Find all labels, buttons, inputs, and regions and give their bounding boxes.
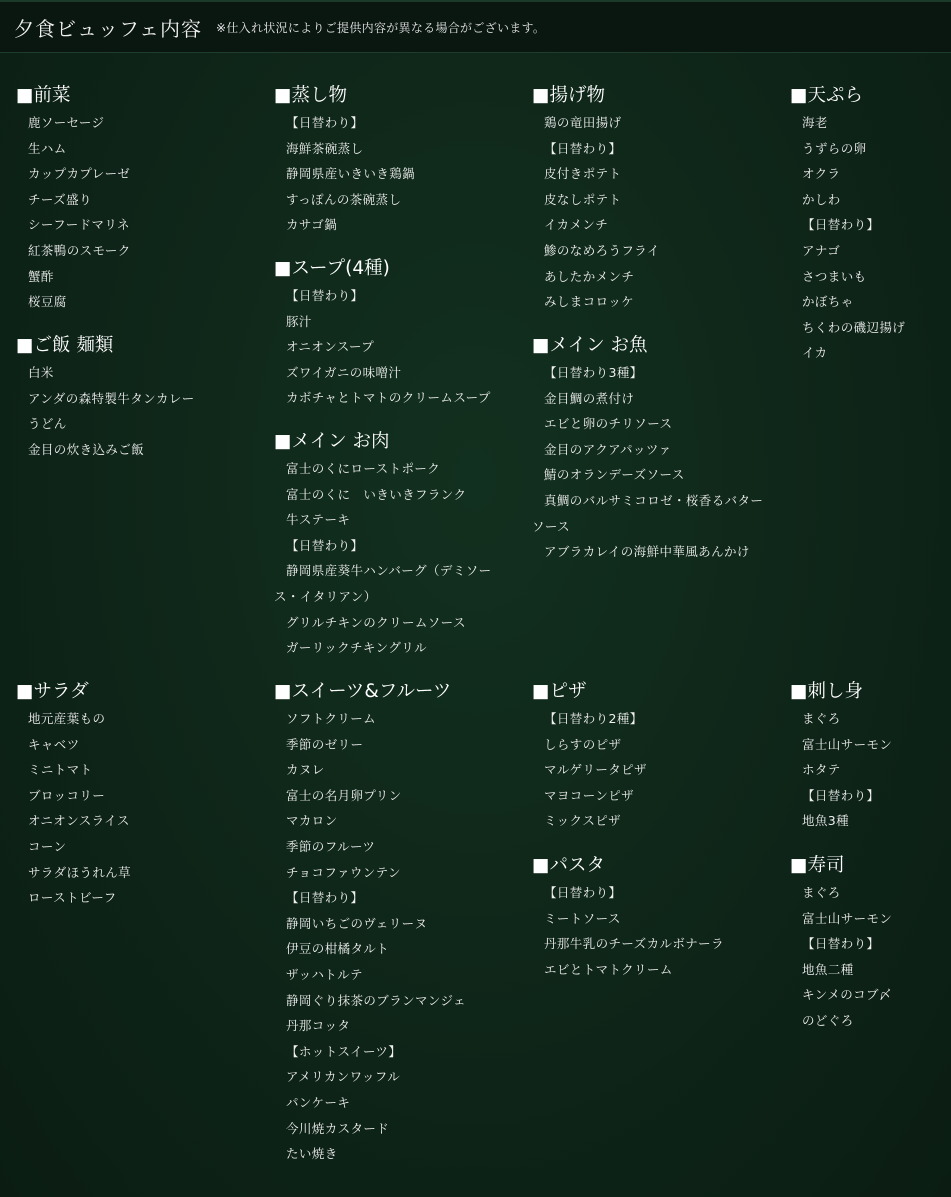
menu-list [274, 456, 524, 661]
list-item: チーズ盛り [28, 191, 92, 207]
section-title: ■蒸し物 [274, 85, 347, 106]
list-item: 蟹酢 [28, 268, 54, 284]
section-pasta [532, 852, 782, 982]
list-item: エビと卵のチリソース [544, 416, 673, 432]
list-item: 鯵のなめろうフライ [544, 242, 660, 258]
list-item: マヨコーンピザ [544, 787, 635, 803]
section-soup [274, 255, 524, 411]
list-item: まぐろ [802, 885, 841, 900]
list-item: 静岡いちごのヴェリーヌ [286, 915, 428, 931]
list-item: アナゴ [802, 242, 841, 258]
list-item: ザッハトルテ [286, 966, 363, 982]
list-item: ズワイガニの味噌汁 [286, 364, 402, 380]
menu-list [16, 706, 266, 911]
list-item: ミックスピザ [544, 813, 622, 829]
list-item: 牛ステーキ [286, 512, 351, 528]
list-item: のどぐろ [802, 1012, 854, 1028]
section-tempura [790, 82, 945, 366]
section-title: ■刺し身 [790, 681, 863, 702]
supply-notice: ※仕入れ状況によりご提供内容が異なる場合がございます。 [216, 20, 546, 35]
list-item: キンメのコブ〆 [802, 987, 892, 1003]
list-item: ミニトマト [28, 762, 93, 778]
section-pizza [532, 678, 782, 834]
list-item: ホタテ [802, 762, 841, 778]
list-item: 【日替わり2種】 [544, 711, 643, 726]
menu-list [532, 706, 782, 834]
list-item: ブロッコリー [28, 787, 106, 803]
list-item: オニオンスープ [286, 339, 375, 355]
list-item: ローストビーフ [28, 890, 117, 906]
list-item: 丹那コッタ [286, 1018, 351, 1034]
list-item: サラダほうれん草 [28, 864, 132, 880]
section-age [532, 82, 782, 315]
list-item: 豚汁 [286, 313, 312, 329]
menu-list [790, 706, 945, 834]
list-item: エビとトマトクリーム [544, 961, 673, 977]
section-mushi [274, 82, 524, 238]
list-item: 今川焼カスタード [286, 1120, 390, 1136]
list-item: 地魚3種 [802, 813, 850, 829]
section-title: ■メイン お肉 [274, 431, 390, 452]
list-item: キャベツ [28, 736, 80, 752]
list-item: 【ホットスイーツ】 [286, 1043, 402, 1059]
section-title: ■メイン お魚 [532, 335, 648, 356]
menu-list [790, 880, 945, 1034]
list-item: チョコファウンテン [286, 864, 401, 880]
list-item: 海老 [802, 115, 828, 130]
list-item: 海鮮茶碗蒸し [286, 140, 364, 156]
list-item: 富士のくにローストポーク [286, 461, 441, 476]
section-title: ■寿司 [790, 855, 845, 876]
list-item: オニオンスライス [28, 813, 130, 829]
section-title: ■前菜 [16, 85, 71, 106]
list-item [274, 558, 524, 609]
section-sweets [274, 678, 524, 1167]
list-item: 地魚二種 [802, 961, 854, 977]
section-sushi [790, 852, 945, 1034]
list-item: 【日替わり】 [802, 217, 880, 233]
list-item: 地元産葉もの [28, 711, 106, 726]
menu-list [532, 360, 782, 565]
list-item: 【日替わり】 [286, 288, 364, 303]
section-gohan [16, 332, 266, 462]
section-title: ■スープ(4種) [274, 258, 390, 279]
section-niku [274, 428, 524, 661]
list-item: ソフトクリーム [286, 711, 377, 726]
list-item: 季節のゼリー [286, 736, 364, 752]
section-title: ■サラダ [16, 681, 89, 702]
list-item: オクラ [802, 166, 841, 182]
list-item: 【日替わり】 [286, 890, 364, 906]
list-item: 【日替わり】 [802, 936, 880, 952]
section-sashimi [790, 678, 945, 834]
section-salad [16, 678, 266, 911]
list-item: 皮なしポテト [544, 191, 622, 207]
section-title: ■スイーツ&フルーツ [274, 681, 452, 702]
menu-list [532, 110, 782, 315]
list-item: 季節のフルーツ [286, 838, 376, 854]
list-item: 静岡ぐり抹茶のブランマンジェ [286, 992, 467, 1008]
list-item: 【日替わり】 [544, 140, 622, 156]
list-item: 伊豆の柑橘タルト [286, 941, 390, 957]
list-item: 金目のアクアパッツァ [544, 441, 672, 457]
list-item: 【日替わり】 [802, 787, 880, 803]
list-item [532, 488, 782, 539]
section-title: ■ピザ [532, 681, 587, 702]
list-item: イカメンチ [544, 217, 609, 233]
section-sakana [532, 332, 782, 565]
list-item: 鹿ソーセージ [28, 115, 105, 130]
list-item: ミートソース [544, 910, 621, 926]
list-item: うどん [28, 416, 67, 432]
section-title: ■パスタ [532, 855, 605, 876]
list-item: 金目の炊き込みご飯 [28, 441, 145, 457]
list-item: 金目鯛の煮付け [544, 390, 635, 406]
list-item: 鯖のオランデーズソース [544, 467, 685, 483]
list-item: かぼちゃ [802, 294, 854, 310]
list-item: まぐろ [802, 711, 841, 726]
list-item: 桜豆腐 [28, 294, 67, 310]
page-title: 夕食ビュッフェ内容 [14, 16, 202, 41]
list-item: 富士山サーモン [802, 736, 893, 752]
menu-list [532, 880, 782, 982]
section-title: ■ご飯 麺類 [16, 335, 114, 356]
list-item: 【日替わり】 [286, 115, 364, 130]
list-item: 【日替わり】 [286, 537, 364, 553]
list-item: パンケーキ [286, 1094, 351, 1110]
list-item: コーン [28, 838, 67, 854]
list-item: アブラカレイの海鮮中華風あんかけ [544, 544, 750, 560]
list-item: カヌレ [286, 762, 325, 778]
list-item: かしわ [802, 191, 841, 207]
list-item: 静岡県産いきいき鶏鍋 [286, 166, 416, 182]
list-item: カップカプレーゼ [28, 166, 131, 182]
list-item: マカロン [286, 813, 338, 829]
list-item-line: ソース [532, 518, 571, 534]
section-zensai [16, 82, 266, 315]
menu-list [274, 283, 524, 411]
list-item: ちくわの磯辺揚げ [802, 319, 906, 335]
list-item-line: ス・イタリアン） [274, 588, 377, 604]
list-item: アンダの森特製牛タンカレー [28, 390, 195, 406]
menu-list [16, 110, 266, 315]
menu-list [274, 110, 524, 238]
list-item: 富士の名月卵プリン [286, 787, 402, 803]
list-item: 【日替わり3種】 [544, 365, 643, 380]
list-item: たい焼き [286, 1146, 338, 1162]
list-item: シーフードマリネ [28, 217, 130, 233]
list-item: 皮付きポテト [544, 166, 622, 182]
list-item: 富士のくに いきいきフランク [286, 486, 467, 502]
page-header [0, 0, 951, 53]
list-item: しらすのピザ [544, 736, 622, 752]
menu-list [790, 110, 945, 366]
list-item: 丹那牛乳のチーズカルボナーラ [544, 936, 724, 952]
list-item: ガーリックチキングリル [286, 640, 428, 656]
list-item: カサゴ鍋 [286, 217, 338, 233]
section-title: ■揚げ物 [532, 85, 605, 106]
menu-list [274, 706, 524, 1167]
list-item: 【日替わり】 [544, 885, 622, 900]
list-item: あしたかメンチ [544, 268, 635, 284]
list-item: 白米 [28, 365, 54, 380]
list-item: みしまコロッケ [544, 294, 635, 310]
list-item: 紅茶鴨のスモーク [28, 242, 131, 258]
list-item: マルゲリータピザ [544, 762, 647, 778]
menu-list [16, 360, 266, 462]
section-title: ■天ぷら [790, 85, 863, 106]
list-item-line: 静岡県産葵牛ハンバーグ（デミソー [286, 563, 492, 579]
list-item: すっぽんの茶碗蒸し [286, 191, 402, 207]
list-item: イカ [802, 345, 828, 361]
list-item-line: 真鯛のバルサミコロゼ・桜香るバター [544, 492, 764, 508]
list-item: 富士山サーモン [802, 910, 893, 926]
list-item: 生ハム [28, 140, 67, 156]
list-item: さつまいも [802, 268, 867, 284]
list-item: グリルチキンのクリームソース [286, 614, 466, 630]
list-item: 鶏の竜田揚げ [544, 115, 622, 130]
list-item: アメリカンワッフル [286, 1069, 401, 1085]
list-item: カボチャとトマトのクリームスープ [286, 390, 491, 406]
list-item: うずらの卵 [802, 140, 867, 156]
